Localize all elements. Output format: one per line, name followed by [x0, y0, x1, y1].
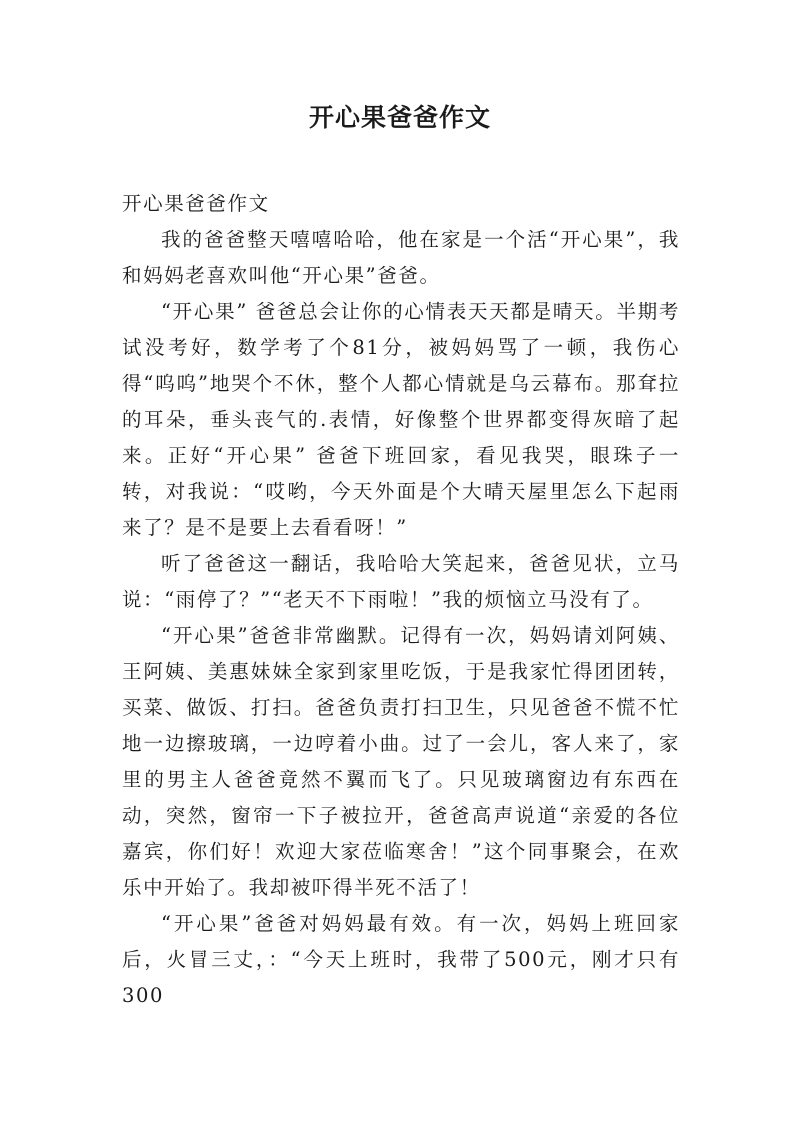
- document-body: [122, 186, 680, 1014]
- paragraph-5: “开心果”爸爸对妈妈最有效。有一次，妈妈上班回家后，火冒三丈，：“今天上班时，我带了500元，刚才只有300: [122, 912, 680, 1007]
- paragraph-1: 我的爸爸整天嘻嘻哈哈，他在家是一个活“开心果”，我和妈妈老喜欢叫他“开心果”爸爸。: [122, 228, 680, 287]
- paragraph-2: “开心果” 爸爸总会让你的心情表天天都是晴天。半期考试没考好，数学考了个81分，被妈妈骂了一顿，我伤心得“呜呜”地哭个不休，整个人都心情就是乌云幕布。那耷拉的耳朵，垂头丧气的.表情，好像整个世界都变得灰暗了起来。正好“开心果” 爸爸下班回家，看见我哭，眼珠子一转，对我说：“哎哟，今天外面是个大晴天屋里怎么下起雨来了？是不是要上去看看呀！”: [122, 300, 680, 539]
- document-subtitle: 开心果爸爸作文: [122, 192, 270, 215]
- paragraph-4: “开心果”爸爸非常幽默。记得有一次，妈妈请刘阿姨、王阿姨、美惠妹妹全家到家里吃饭，于是我家忙得团团转，买菜、做饭、打扫。爸爸负责打扫卫生，只见爸爸不慌不忙地一边擦玻璃，一边哼着小曲。过了一会儿，客人来了，家里的男主人爸爸竟然不翼而飞了。只见玻璃窗边有东西在动，突然，窗帘一下子被拉开，爸爸高声说道“亲爱的各位嘉宾，你们好！欢迎大家莅临寒舍！”这个同事聚会，在欢乐中开始了。我却被吓得半死不活了！: [122, 624, 680, 899]
- document-title: 开心果爸爸作文: [308, 103, 491, 132]
- paragraph-3: 听了爸爸这一翻话，我哈哈大笑起来，爸爸见状，立马说：“雨停了？”“老天不下雨啦！”我的烦恼立马没有了。: [122, 552, 680, 611]
